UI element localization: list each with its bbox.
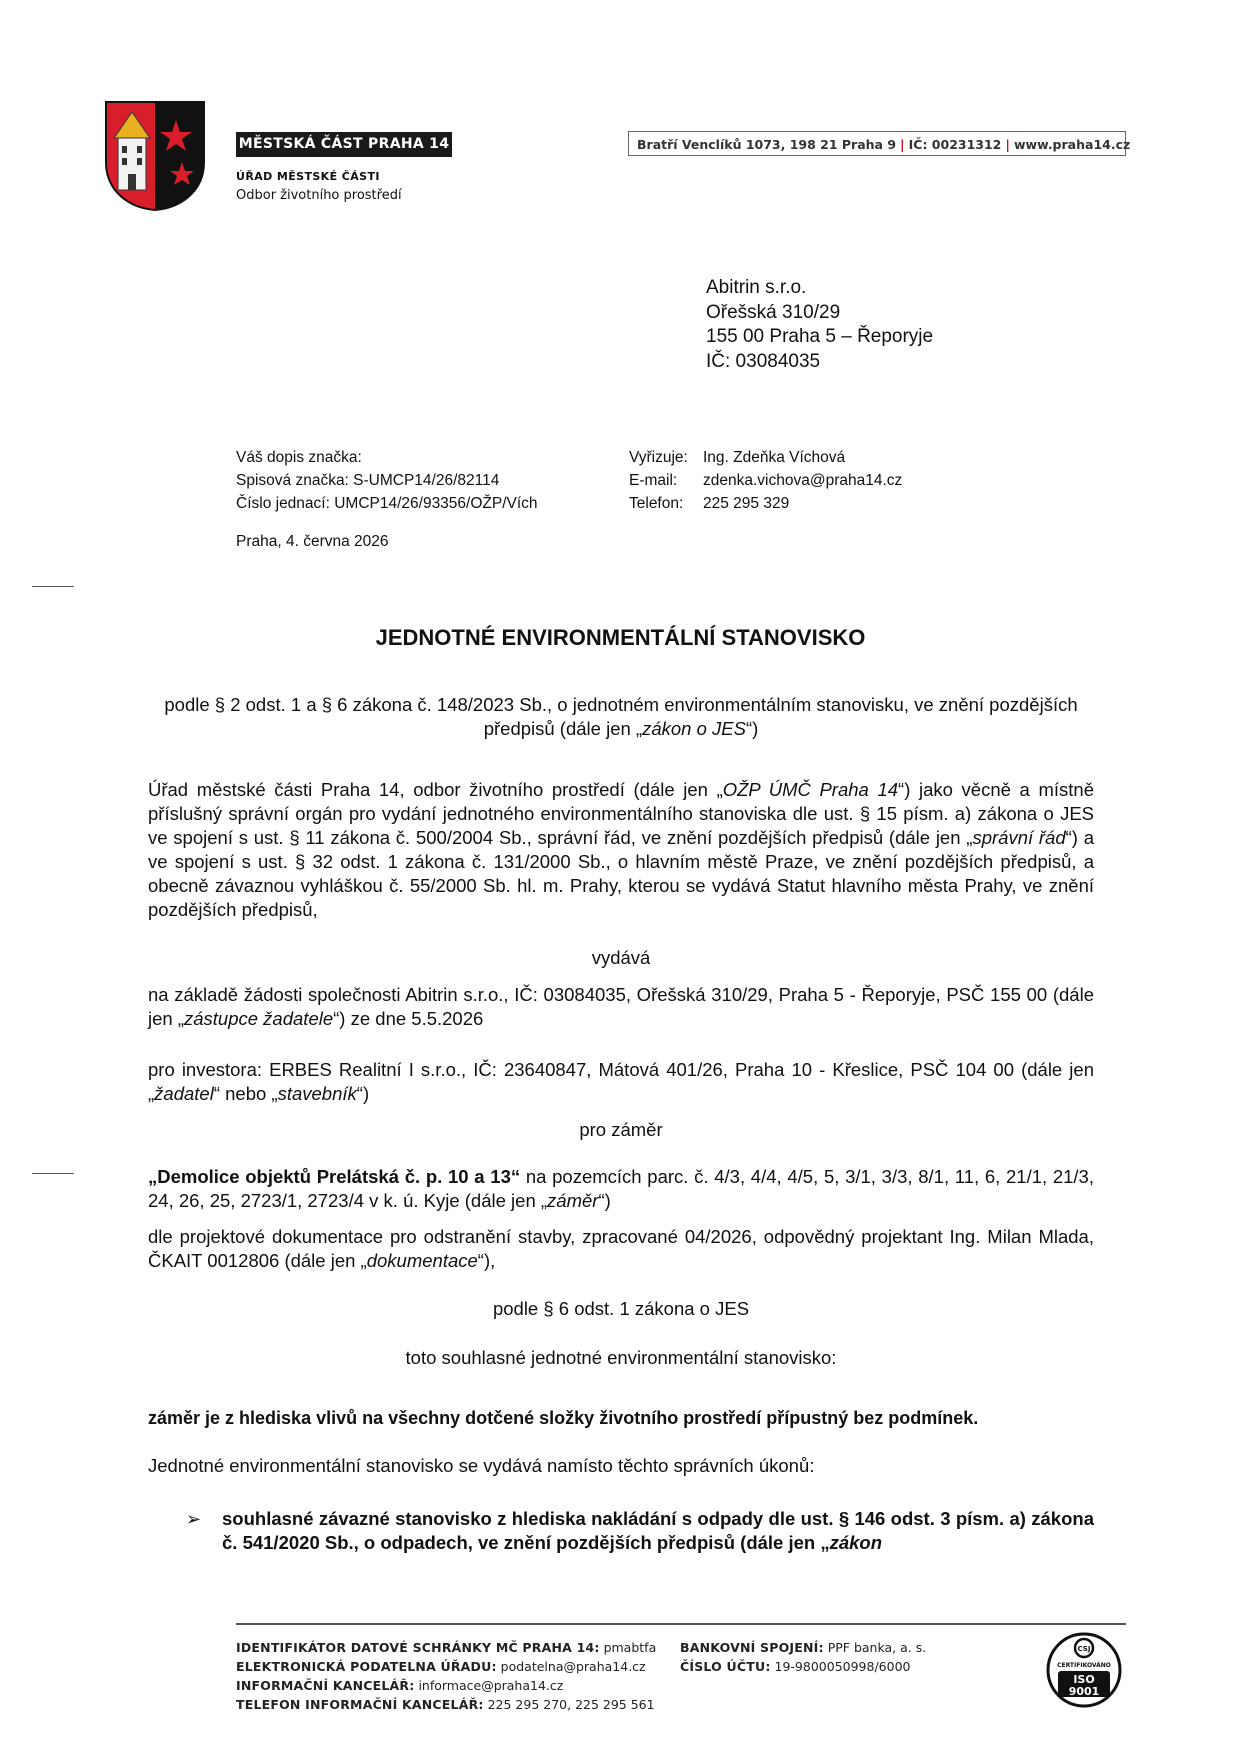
text: “) [356, 1083, 370, 1104]
email-link[interactable]: zdenka.vichova@praha14.cz [703, 472, 903, 489]
text-italic: žadatel [154, 1083, 214, 1104]
text-italic: správní řád [972, 827, 1066, 848]
contact-ic: IČ: 00231312 [908, 137, 1002, 152]
footer-label: IDENTIFIKÁTOR DATOVÉ SCHRÁNKY MČ PRAHA 14: [236, 1640, 600, 1655]
text-italic: zákon o JES [642, 718, 746, 739]
your-letter-ref: Váš dopis značka: [236, 449, 362, 466]
text: dle projektové dokumentace pro odstranění stavby, zpracované 04/2026, odpovědný projektant Ing. Milan Mlada, ČKAIT 0012806 (dále jen „ [148, 1226, 1094, 1271]
addressee-line: 155 00 Praha 5 – Řeporyje [706, 326, 934, 347]
file-ref: Spisová značka: S-UMCP14/26/82114 [236, 472, 500, 489]
org-sub-office: ÚŘAD MĚSTSKÉ ČÁSTI [236, 170, 380, 183]
iso-certified-text: CERTIFIKOVÁNO [1057, 1662, 1111, 1669]
investor-paragraph [148, 1058, 1094, 1106]
fold-mark [32, 1173, 74, 1174]
text-italic: OŽP ÚMČ Praha 14 [722, 779, 899, 800]
footer-label: INFORMAČNÍ KANCELÁŘ: [236, 1678, 415, 1693]
per-law-line: podle § 6 odst. 1 zákona o JES [492, 1298, 750, 1319]
statement-line: toto souhlasné jednotné environmentální stanovisko: [405, 1347, 837, 1368]
email-label: E-mail: [629, 472, 678, 489]
fold-mark [32, 586, 74, 587]
text: “ nebo „ [213, 1083, 278, 1104]
documentation-paragraph [148, 1225, 1094, 1273]
contact-separator: | [1005, 137, 1010, 152]
org-sub-department: Odbor životního prostředí [236, 188, 402, 203]
praha14-crest-logo [104, 100, 206, 212]
footer-label: ELEKTRONICKÁ PODATELNA ÚŘADU: [236, 1659, 497, 1674]
verdict: záměr je z hlediska vlivů na všechny dotčené složky životního prostředí přípustný bez podmínek. [148, 1408, 979, 1428]
issues-word: vydává [591, 947, 651, 968]
text-italic: záměr [547, 1190, 599, 1211]
text: “) ze dne 5.5.2026 [333, 1008, 484, 1029]
document-date: Praha, 4. června 2026 [236, 533, 389, 550]
project-name: „Demolice objektů Prelátská č. p. 10 a 13“ [148, 1166, 521, 1187]
handler-label: Vyřizuje: [629, 449, 688, 466]
text: “), [477, 1250, 496, 1271]
arrow-bullet-icon: ➢ [186, 1509, 202, 1529]
contact-address: Bratří Venclíků 1073, 198 21 Praha 9 [637, 137, 897, 152]
text: Úřad městské části Praha 14, odbor životního prostředí (dále jen „ [148, 779, 723, 800]
text: “) [745, 718, 759, 739]
reference-block [236, 446, 538, 515]
phone-label: Telefon: [629, 495, 684, 512]
iso-logo-text: CSJ [1077, 1645, 1091, 1653]
text-italic: dokumentace [366, 1250, 478, 1271]
iso-9001-certification-icon [1046, 1632, 1122, 1708]
text-italic: zástupce žadatele [184, 1008, 334, 1029]
text: na základě žádosti společnosti Abitrin s.r.o., IČ: 03084035, Ořešská 310/29, Praha 5 - Řeporyje, PSČ 155 00 (dále jen „ [148, 984, 1094, 1029]
contact-separator: | [900, 137, 905, 152]
org-name-box: MĚSTSKÁ ČÁST PRAHA 14 [236, 132, 452, 157]
reference-number: Číslo jednací: UMCP14/26/93356/OŽP/Vích [236, 495, 538, 512]
project-paragraph [148, 1165, 1094, 1213]
text: souhlasné závazné stanovisko z hlediska nakládání s odpady dle ust. § 146 odst. 3 písm. a) zákona č. 541/2020 Sb., o odpadech, ve znění pozdějších předpisů (dále jen „ [222, 1508, 1094, 1553]
iso-text: ISO [1073, 1673, 1095, 1686]
document-title: JEDNOTNÉ ENVIRONMENTÁLNÍ STANOVISKO [375, 625, 866, 650]
text: “) a ve spojení s ust. § 32 odst. 1 zákona č. 131/2000 Sb., o hlavním městě Praze, ve znění pozdějších předpisů, a obecně závaznou vyhláškou č. 55/2000 Sb. hl. m. Prahy, kterou se vydává Statut hlavního města Prahy, ve znění pozdějších předpisů, [148, 827, 1095, 920]
footer-left [236, 1638, 656, 1714]
footer-value: 19-9800050998/6000 [774, 1659, 911, 1674]
application-paragraph [148, 983, 1094, 1031]
text: “) jako věcně a místně příslušný správní orgán pro vydání jednotného environmentálního stanoviska dle ust. § 15 písm. a) zákona o JES ve spojení s ust. § 11 zákona č. 500/2004 Sb., správní řád, ve znění pozdějších předpisů (dále jen „ [148, 779, 1094, 848]
instead-of-line: Jednotné environmentální stanovisko se vydává namísto těchto správních úkonů: [148, 1455, 815, 1476]
for-project-word: pro záměr [579, 1119, 663, 1140]
addressee-line: Ořešská 310/29 [706, 301, 841, 323]
footer-divider [236, 1623, 1126, 1625]
text: podle § 2 odst. 1 a § 6 zákona č. 148/2023 Sb., o jednotném environmentálním stanovisku, ve znění pozdějších předpisů (dále jen „ [164, 694, 1078, 739]
handler-block [629, 446, 902, 515]
text-italic: stavebník [277, 1083, 357, 1104]
contact-web-link[interactable]: www.praha14.cz [1013, 137, 1131, 152]
footer-email-link[interactable]: informace@praha14.cz [418, 1678, 564, 1693]
addressee-block [706, 276, 933, 374]
text-italic: zákon [829, 1532, 883, 1553]
legal-basis-paragraph [148, 693, 1094, 741]
footer-value: PPF banka, a. s. [827, 1640, 927, 1655]
footer-label: TELEFON INFORMAČNÍ KANCELÁŘ: [236, 1697, 484, 1712]
footer-right [680, 1638, 926, 1676]
contact-box [628, 131, 1131, 156]
authority-paragraph [148, 778, 1094, 922]
footer-value: 225 295 270, 225 295 561 [487, 1697, 655, 1712]
footer-label: BANKOVNÍ SPOJENÍ: [680, 1640, 824, 1655]
text: na pozemcích parc. č. 4/3, 4/4, 4/5, 5, 3/1, 3/3, 8/1, 11, 6, 21/1, 21/3, 24, 26, 25, 2723/1, 2723/4 v k. ú. Kyje (dále jen „ [148, 1166, 1094, 1211]
iso-number-text: 9001 [1068, 1685, 1100, 1698]
phone-number: 225 295 329 [703, 495, 790, 512]
bullet-item [222, 1507, 1094, 1555]
text: “) [598, 1190, 611, 1211]
addressee-line: Abitrin s.r.o. [706, 277, 807, 298]
handler-name: Ing. Zdeňka Víchová [703, 449, 846, 466]
text: pro investora: ERBES Realitní I s.r.o., IČ: 23640847, Mátová 401/26, Praha 10 - Křeslice, PSČ 104 00 (dále jen „ [148, 1059, 1094, 1104]
addressee-line: IČ: 03084035 [706, 350, 821, 372]
footer-email-link[interactable]: podatelna@praha14.cz [500, 1659, 646, 1674]
footer-value: pmabtfa [603, 1640, 657, 1655]
footer-label: ČÍSLO ÚČTU: [680, 1659, 771, 1674]
